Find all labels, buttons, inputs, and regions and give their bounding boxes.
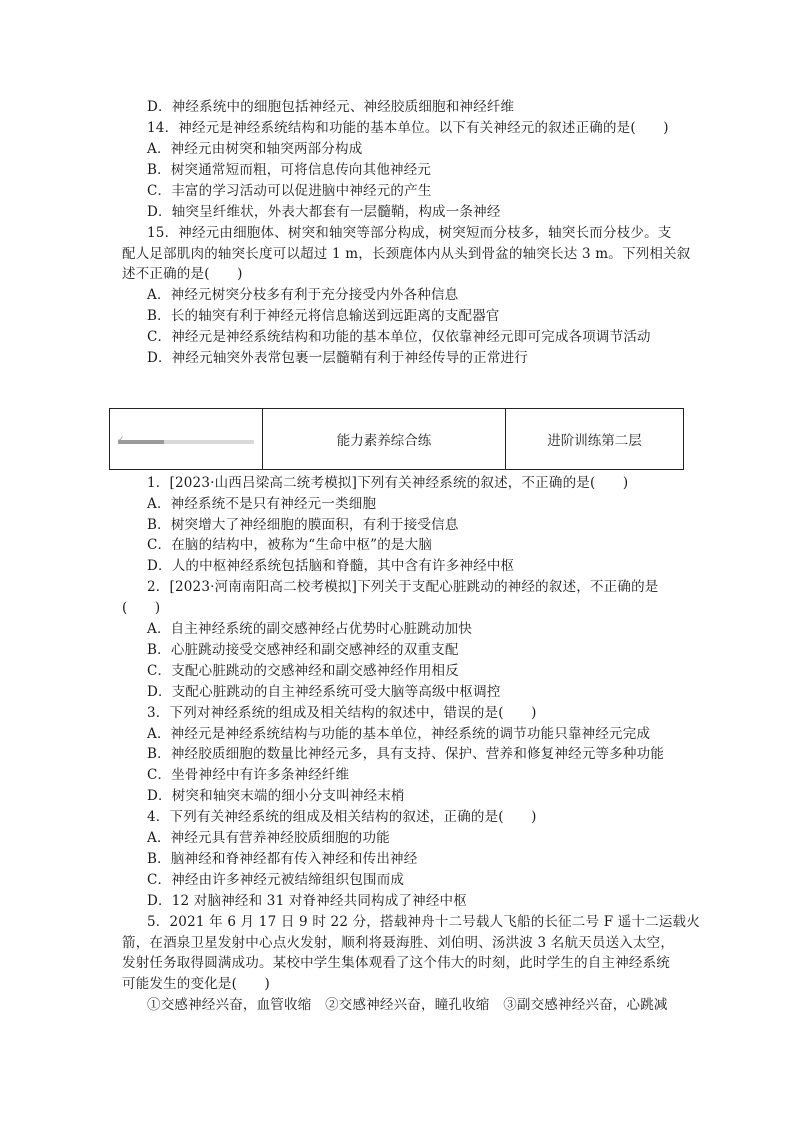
question-text: 述不正确的是( ) — [122, 266, 243, 282]
option-text: C．神经由许多神经元被结缔组织包围而成 — [147, 872, 405, 888]
statement-text: ①交感神经兴奋，血管收缩 ②交感神经兴奋，瞳孔收缩 ③副交感神经兴奋，心跳减 — [147, 997, 668, 1013]
option-text: C．神经元是神经系统结构和功能的基本单位，仅依靠神经元即可完成各项调节活动 — [147, 329, 651, 345]
option-text: D．12 对脑神经和 31 对脊神经共同构成了神经中枢 — [147, 893, 467, 909]
banner-title: 能力素养综合练 — [263, 409, 506, 469]
option-text: A．神经元是神经系统结构与功能的基本单位，神经系统的调节功能只靠神经元完成 — [147, 726, 651, 742]
question-text: ( ) — [122, 600, 161, 616]
option-text: B．长的轴突有利于神经元将信息输送到远距离的支配器官 — [147, 308, 500, 324]
option-text: A．自主神经系统的副交感神经占优势时心脏跳动加快 — [147, 621, 473, 637]
option-text: A．神经元具有营养神经胶质细胞的功能 — [147, 830, 390, 846]
option-text: A．神经系统不是只有神经元一类细胞 — [147, 496, 377, 512]
option-text: A．神经元由树突和轴突两部分构成 — [147, 141, 363, 157]
question-text: 配人足部肌肉的轴突长度可以超过 1 m，长颈鹿体内从头到骨盆的轴突长达 3 m。下列相关叙 — [122, 246, 691, 262]
option-text: C．在脑的结构中，被称为“生命中枢”的是大脑 — [147, 537, 433, 553]
question-text: 5．2021 年 6 月 17 日 9 时 22 分，搭载神舟十二号载人飞船的长征二号 F 遥十二运载火 — [147, 914, 700, 930]
option-text: B．神经胶质细胞的数量比神经元多，具有支持、保护、营养和修复神经元等多种功能 — [147, 746, 665, 762]
question-text: 3．下列对神经系统的组成及相关结构的叙述中，错误的是( ) — [147, 705, 537, 721]
option-text: C．丰富的学习活动可以促进脑中神经元的产生 — [147, 183, 432, 199]
question-text: 箭，在酒泉卫星发射中心点火发射，顺利将聂海胜、刘伯明、汤洪波 3 名航天员送入太空， — [122, 935, 675, 951]
option-text: B．脑神经和脊神经都有传入神经和传出神经 — [147, 851, 418, 867]
question-text: 1．[2023·山西吕梁高二统考模拟]下列有关神经系统的叙述，不正确的是( ) — [147, 475, 629, 491]
banner-level: 进阶训练第二层 — [547, 433, 642, 449]
progress-bar — [118, 440, 254, 444]
question-text: 发射任务取得圆满成功。某校中学生集体观看了这个伟大的时刻，此时学生的自主神经系统 — [122, 955, 670, 971]
option-text: B．树突增大了神经细胞的膜面积，有利于接受信息 — [147, 517, 459, 533]
option-text: C．支配心脏跳动的交感神经和副交感神经作用相反 — [147, 663, 459, 679]
option-text: B．心脏跳动接受交感神经和副交感神经的双重支配 — [147, 642, 459, 658]
progress-fill — [118, 440, 164, 444]
option-text: D．轴突呈纤维状，外表大都套有一层髓鞘，构成一条神经 — [147, 204, 501, 220]
option-text: D．神经系统中的细胞包括神经元、神经胶质细胞和神经纤维 — [147, 99, 515, 115]
question-text: 14．神经元是神经系统结构和功能的基本单位。以下有关神经元的叙述正确的是( ) — [147, 120, 669, 136]
option-text: B．树突通常短而粗，可将信息传向其他神经元 — [147, 162, 432, 178]
question-text: 4．下列有关神经系统的组成及相关结构的叙述，正确的是( ) — [147, 809, 537, 825]
question-text: 可能发生的变化是( ) — [122, 976, 270, 992]
option-text: D．树突和轴突末端的细小分支叫神经末梢 — [147, 788, 405, 804]
option-text: D．神经元轴突外表常包裹一层髓鞘有利于神经传导的正常进行 — [147, 350, 528, 366]
question-text: 2．[2023·河南南阳高二校考模拟]下列关于支配心脏跳动的神经的叙述，不正确的是 — [147, 579, 659, 595]
option-text: C．坐骨神经中有许多条神经纤维 — [147, 767, 350, 783]
option-text: D．人的中枢神经系统包括脑和脊髓，其中含有许多神经中枢 — [147, 558, 515, 574]
option-text: D．支配心脏跳动的自主神经系统可受大脑等高级中枢调控 — [147, 684, 501, 700]
section-banner — [109, 408, 684, 470]
option-text: A．神经元树突分枝多有利于充分接受内外各种信息 — [147, 287, 459, 303]
banner-progress-cell — [110, 409, 263, 469]
question-text: 15．神经元由细胞体、树突和轴突等部分构成，树突短而分枝多，轴突长而分枝少。支 — [147, 225, 672, 241]
